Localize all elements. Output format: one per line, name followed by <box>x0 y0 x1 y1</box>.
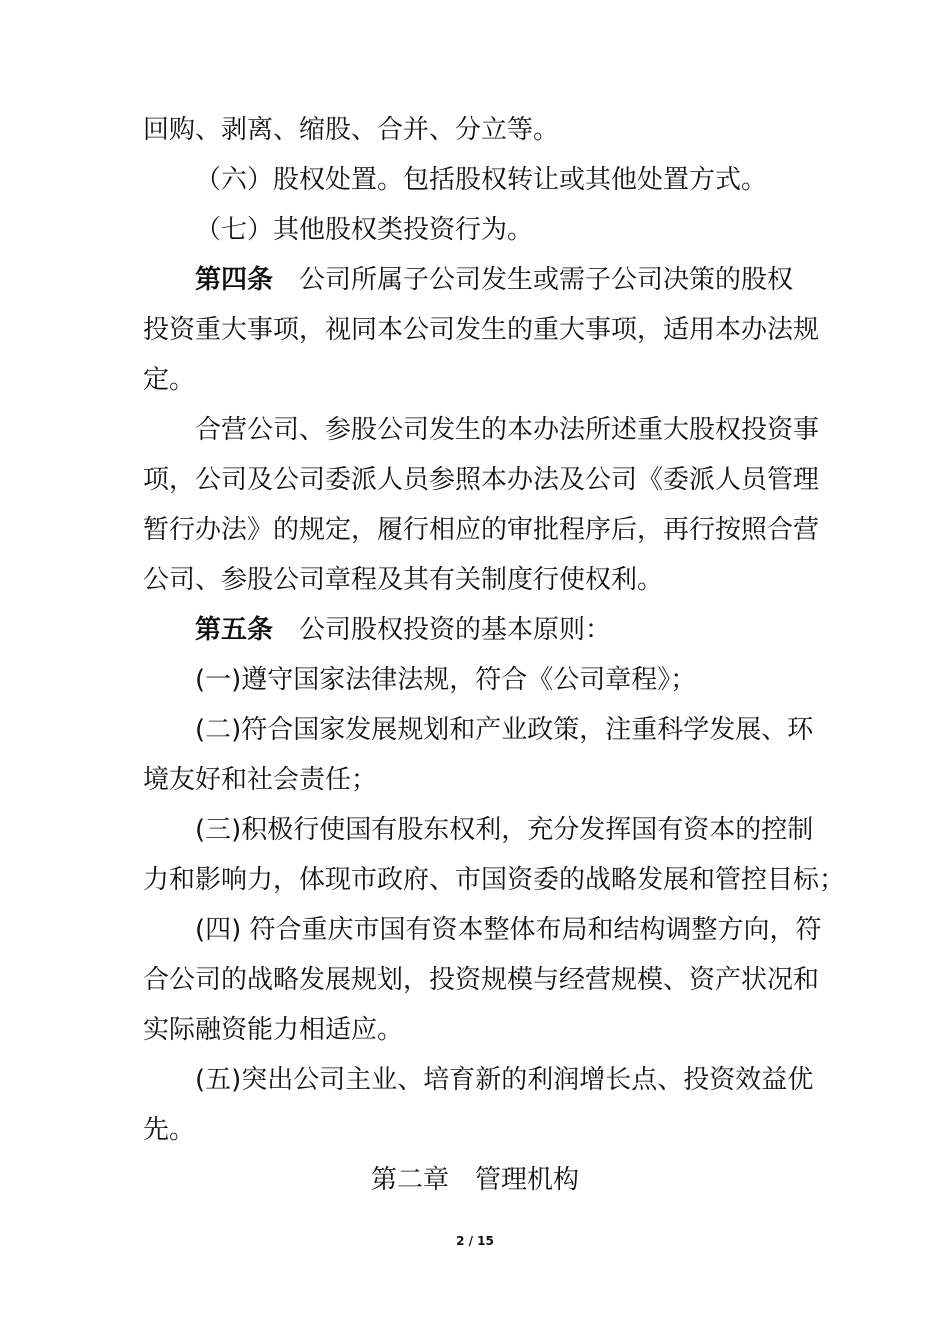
article-label: 第五条 <box>195 615 274 645</box>
article-label: 第四条 <box>195 265 274 295</box>
text-line: (二)符合国家发展规划和产业政策，注重科学发展、环 <box>195 715 814 745</box>
text-line: 回购、剥离、缩股、合并、分立等。 <box>143 115 560 145</box>
text-line: 先。 <box>143 1115 196 1145</box>
text-line: (四) 符合重庆市国有资本整体布局和结构调整方向，符 <box>195 915 822 945</box>
text-line: 暂行办法》的规定，履行相应的审批程序后，再行按照合营 <box>143 515 820 545</box>
text-line: 项，公司及公司委派人员参照本办法及公司《委派人员管理 <box>143 465 820 495</box>
article-heading-line: 第五条 公司股权投资的基本原则： <box>195 615 612 645</box>
text-line: 境友好和社会责任； <box>143 765 378 795</box>
text-line: 实际融资能力相适应。 <box>143 1015 404 1045</box>
text-line: 投资重大事项，视同本公司发生的重大事项，适用本办法规 <box>143 315 820 345</box>
text-line: (三)积极行使国有股东权利，充分发挥国有资本的控制 <box>195 815 814 845</box>
text-line: 合营公司、参股公司发生的本办法所述重大股权投资事 <box>195 415 820 445</box>
text-line: 合公司的战略发展规划，投资规模与经营规模、资产状况和 <box>143 965 820 995</box>
text-line: (一)遵守国家法律法规，符合《公司章程》； <box>195 665 697 695</box>
text-line: （六）股权处置。包括股权转让或其他处置方式。 <box>195 165 768 195</box>
text-line: (五)突出公司主业、培育新的利润增长点、投资效益优 <box>195 1065 814 1095</box>
text-line: 力和影响力，体现市政府、市国资委的战略发展和管控目标； <box>143 865 846 895</box>
text-line: 定。 <box>143 365 196 395</box>
text-line: 公司、参股公司章程及其有关制度行使权利。 <box>143 565 664 595</box>
article-heading-line: 第四条 公司所属子公司发生或需子公司决策的股权 <box>195 265 794 295</box>
text-line: （七）其他股权类投资行为。 <box>195 215 534 245</box>
chapter-heading: 第二章 管理机构 <box>370 1165 579 1195</box>
page-number: 2 / 15 <box>456 1234 494 1248</box>
